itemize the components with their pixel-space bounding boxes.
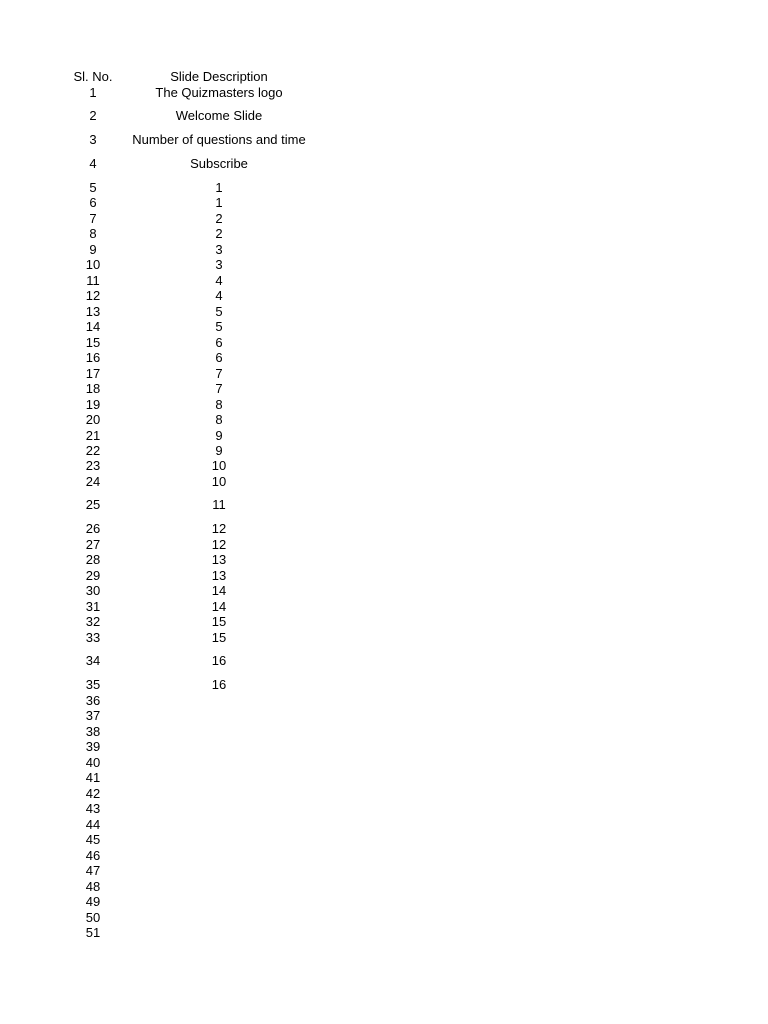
serial-number-cell: 45 [85,832,101,847]
slide-description-cell: 9 [215,443,223,458]
slide-description-cell: 2 [215,226,223,241]
serial-number-cell: 1 [89,85,97,100]
serial-number-cell: 15 [85,335,101,350]
serial-number-cell: 27 [85,537,101,552]
slide-description-cell: 12 [211,537,227,552]
serial-number-cell: 39 [85,739,101,754]
slide-description-cell: 12 [211,521,227,536]
slide-description-cell: 4 [215,288,223,303]
serial-number-cell: 28 [85,552,101,567]
serial-number-cell: 38 [85,724,101,739]
serial-number-cell: 44 [85,817,101,832]
serial-number-cell: 16 [85,350,101,365]
serial-number-cell: 3 [89,132,97,147]
slide-description-cell: 5 [215,319,223,334]
serial-number-cell: 42 [85,786,101,801]
slide-description-cell: 8 [215,412,223,427]
serial-number-cell: 11 [86,273,100,288]
serial-number-cell: 21 [85,428,101,443]
slide-description-cell: 2 [215,211,223,226]
serial-number-cell: 13 [85,304,101,319]
slide-description-cell: 10 [211,458,227,473]
slide-description-cell: 1 [215,180,223,195]
serial-number-cell: 22 [85,443,101,458]
slide-description-cell: 10 [211,474,227,489]
serial-number-cell: 26 [85,521,101,536]
header-serial-number: Sl. No. [73,69,113,84]
slide-description-cell: Welcome Slide [175,108,263,123]
serial-number-cell: 49 [85,894,101,909]
slide-description-cell: 1 [215,195,223,210]
serial-number-cell: 34 [85,653,101,668]
serial-number-cell: 47 [85,863,101,878]
slide-description-cell: 13 [211,552,227,567]
serial-number-cell: 40 [85,755,101,770]
slide-description-cell: 16 [211,677,227,692]
slide-description-cell: Subscribe [190,156,248,171]
serial-number-cell: 35 [85,677,101,692]
slide-description-cell: 16 [211,653,227,668]
slide-description-cell: 11 [212,497,226,512]
slide-description-cell: 14 [211,583,227,598]
serial-number-cell: 17 [85,366,101,381]
serial-number-cell: 37 [85,708,101,723]
serial-number-cell: 30 [85,583,101,598]
slide-description-cell: 7 [215,366,223,381]
serial-number-cell: 4 [89,156,97,171]
serial-number-cell: 18 [85,381,101,396]
serial-number-cell: 12 [85,288,101,303]
serial-number-cell: 20 [85,412,101,427]
slide-description-cell: 5 [215,304,223,319]
slide-description-cell: 4 [215,273,223,288]
serial-number-cell: 5 [89,180,97,195]
serial-number-cell: 36 [85,693,101,708]
serial-number-cell: 46 [85,848,101,863]
slide-description-cell: 14 [211,599,227,614]
serial-number-cell: 10 [85,257,101,272]
slide-description-cell: 6 [215,335,223,350]
slide-description-cell: Number of questions and time [132,132,306,147]
serial-number-cell: 9 [89,242,97,257]
serial-number-cell: 23 [85,458,101,473]
serial-number-cell: 50 [85,910,101,925]
serial-number-cell: 8 [89,226,97,241]
slide-description-cell: The Quizmasters logo [155,85,283,100]
serial-number-cell: 31 [85,599,101,614]
slide-description-cell: 15 [211,614,227,629]
serial-number-cell: 19 [85,397,101,412]
serial-number-cell: 41 [85,770,101,785]
slide-description-cell: 9 [215,428,223,443]
serial-number-cell: 32 [85,614,101,629]
slide-description-cell: 8 [215,397,223,412]
header-slide-description: Slide Description [170,69,268,84]
slide-description-cell: 7 [215,381,223,396]
serial-number-cell: 48 [85,879,101,894]
slide-description-cell: 3 [215,242,223,257]
slide-description-cell: 3 [215,257,223,272]
serial-number-cell: 24 [85,474,101,489]
slide-description-cell: 13 [211,568,227,583]
serial-number-cell: 7 [89,211,97,226]
serial-number-cell: 51 [85,925,101,940]
serial-number-cell: 43 [85,801,101,816]
serial-number-cell: 14 [85,319,101,334]
serial-number-cell: 29 [85,568,101,583]
serial-number-cell: 6 [89,195,97,210]
slide-description-cell: 15 [211,630,227,645]
serial-number-cell: 2 [89,108,97,123]
serial-number-cell: 33 [85,630,101,645]
serial-number-cell: 25 [85,497,101,512]
slide-description-cell: 6 [215,350,223,365]
